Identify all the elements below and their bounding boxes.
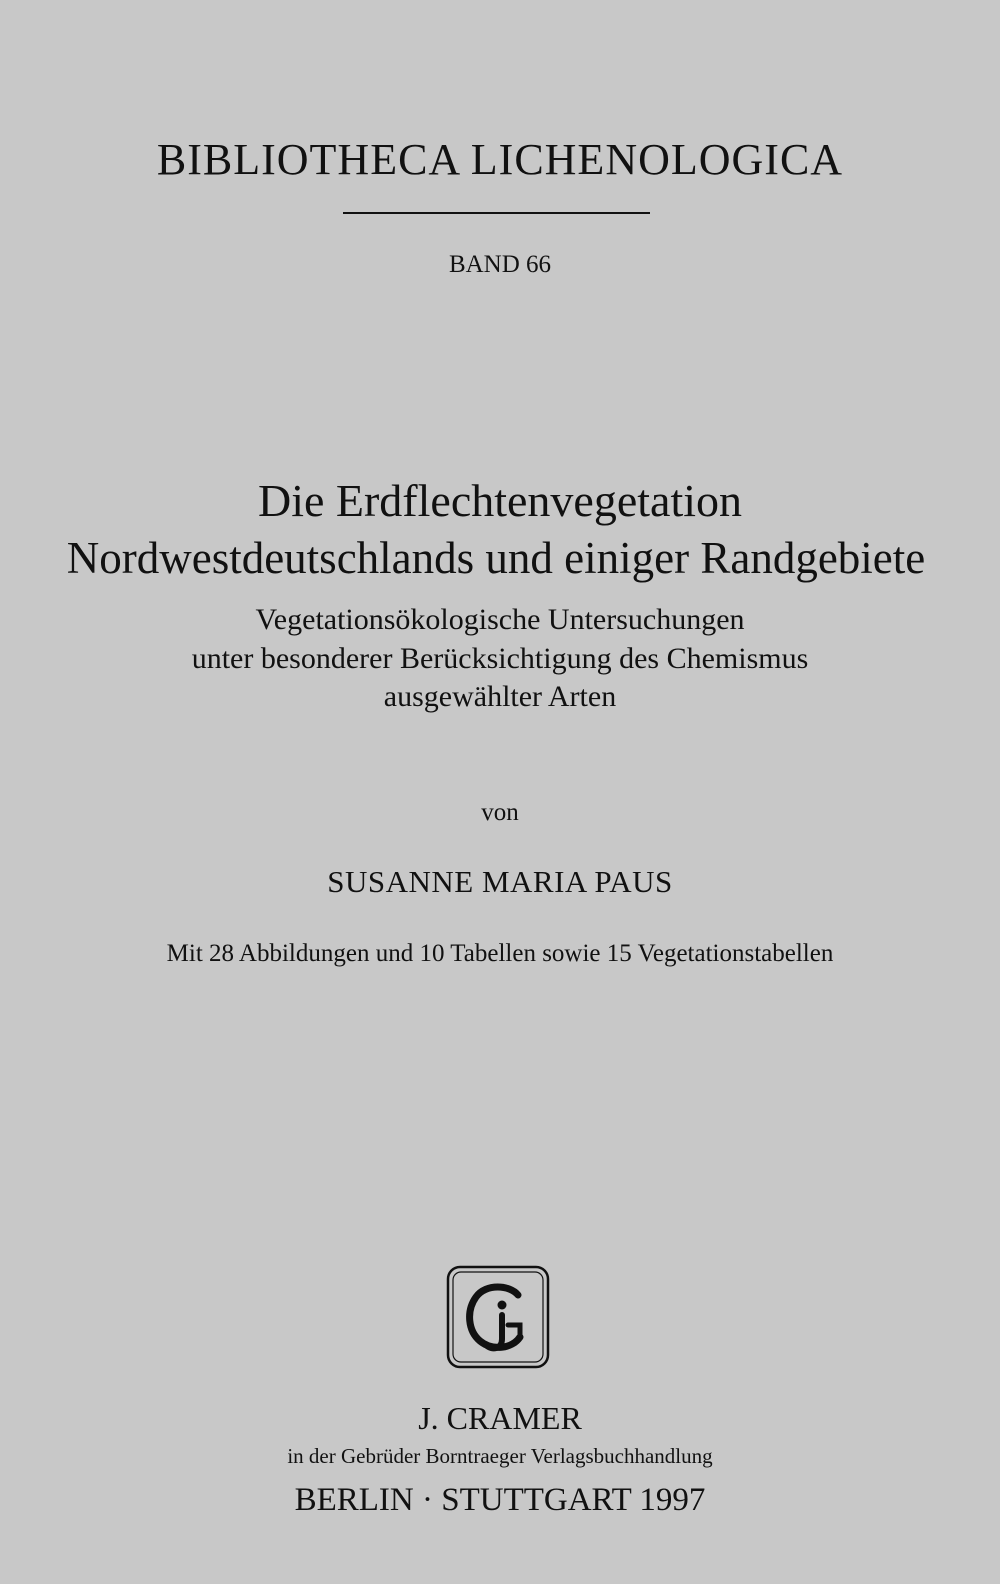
main-title-line-2: Nordwestdeutschlands und einiger Randgebiete (66, 533, 926, 583)
subtitle-line-2: unter besonderer Berücksichtigung des Chemismus (191, 642, 809, 675)
subtitle-line-3: ausgewählter Arten (383, 680, 617, 713)
series-title: BIBLIOTHECA LICHENOLOGICA (156, 135, 844, 184)
subtitle-line-1: Vegetationsökologische Untersuchungen (255, 603, 745, 636)
volume-number: BAND 66 (448, 251, 552, 278)
series-rule (343, 212, 650, 214)
illustrations-note: Mit 28 Abbildungen und 10 Tabellen sowie 15 Vegetationstabellen (166, 940, 834, 967)
publisher-imprint: in der Gebrüder Borntraeger Verlagsbuchhandlung (287, 1444, 713, 1468)
publisher-name: J. CRAMER (418, 1400, 582, 1436)
main-title-line-1: Die Erdflechtenvegetation (257, 475, 743, 526)
author-name: SUSANNE MARIA PAUS (327, 864, 673, 899)
place-and-year: BERLIN · STUTTGART 1997 (294, 1482, 706, 1518)
by-word: von (481, 799, 519, 826)
cramer-monogram-logo-icon (446, 1265, 550, 1369)
